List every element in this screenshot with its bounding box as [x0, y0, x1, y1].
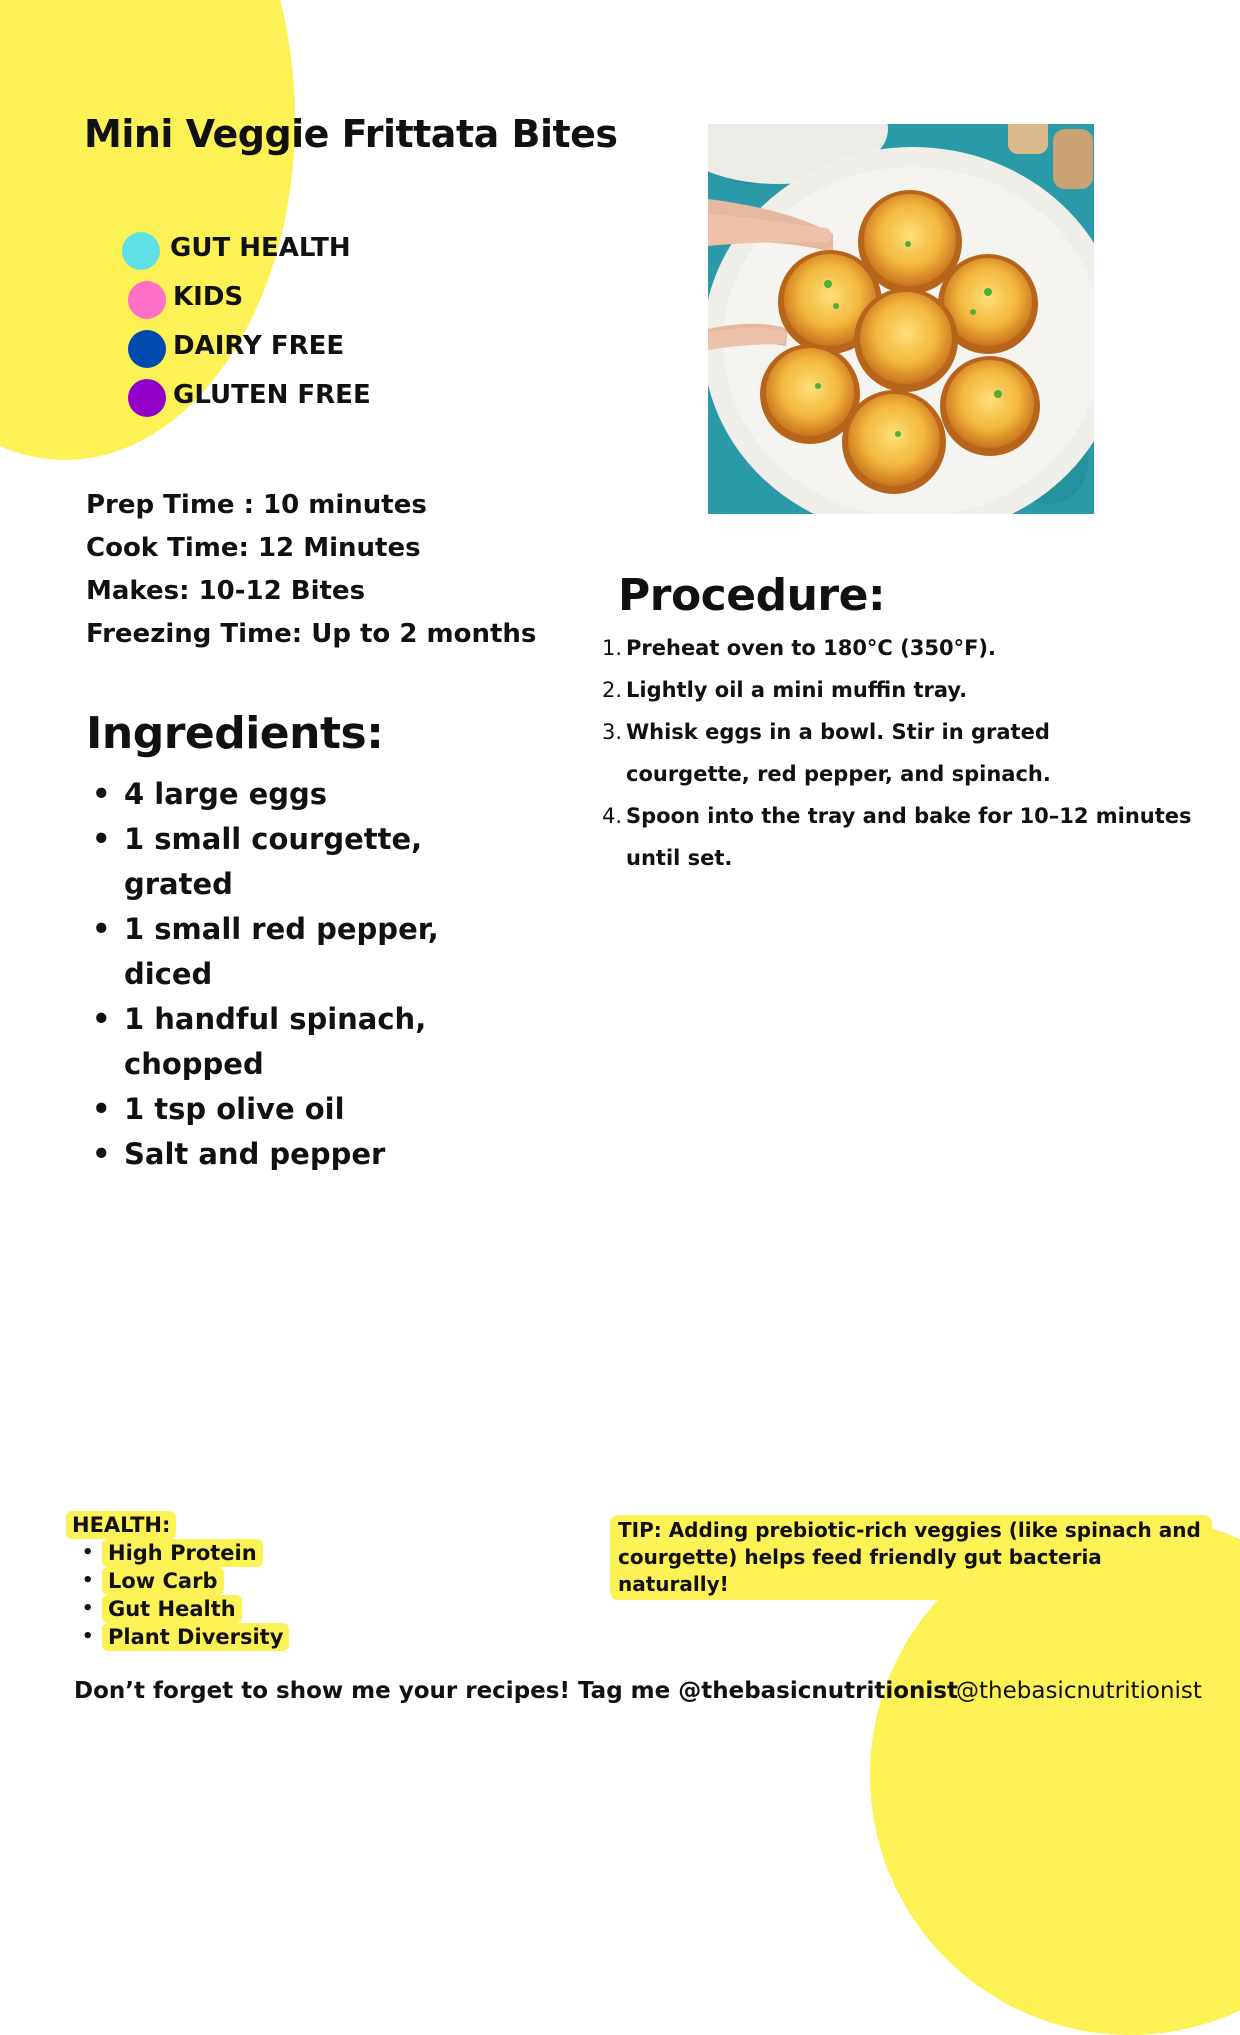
frittata-plate-image — [708, 124, 1094, 514]
ingredient-item: • 1 small red pepper, diced — [92, 912, 439, 991]
cyan-dot-icon — [122, 232, 160, 270]
frittata-bites-photo — [708, 124, 1094, 514]
tag-label: DAIRY FREE — [173, 331, 345, 361]
procedure-step: 2. Lightly oil a mini muffin tray. — [601, 678, 968, 702]
blue-dot-icon — [128, 330, 166, 368]
procedure-heading: Procedure: — [618, 570, 886, 621]
tip-box: TIP: Adding prebiotic-rich veggies (like spinach and courgette) helps feed friendly gut bacteria naturally! — [610, 1515, 1212, 1600]
footer-cta: Don’t forget to show me your recipes! Tag me @thebasicnutritionist — [74, 1678, 958, 1704]
procedure-list — [596, 627, 1192, 879]
tag-label: KIDS — [173, 282, 244, 312]
purple-dot-icon — [128, 379, 166, 417]
procedure-step: 1. Preheat oven to 180°C (350°F). — [601, 636, 997, 660]
cook-time: Cook Time: 12 Minutes — [86, 533, 421, 563]
ingredient-item: • 4 large eggs — [92, 777, 328, 811]
health-benefits — [66, 1511, 289, 1651]
ingredients-list — [86, 772, 506, 1177]
procedure-step: 3. Whisk eggs in a bowl. Stir in grated courgette, red pepper, and spinach. — [601, 720, 1051, 786]
ingredient-item: • 1 handful spinach, chopped — [92, 1002, 427, 1081]
health-list — [66, 1539, 289, 1651]
health-item: • Low Carb — [66, 1567, 289, 1595]
freezing-time: Freezing Time: Up to 2 months — [86, 619, 537, 649]
ingredient-item: • 1 tsp olive oil — [92, 1092, 345, 1126]
makes: Makes: 10-12 Bites — [86, 576, 366, 606]
tag-label: GLUTEN FREE — [173, 380, 371, 410]
footer-handle[interactable]: @thebasicnutritionist — [956, 1678, 1202, 1704]
procedure-step: 4. Spoon into the tray and bake for 10–12 minutes until set. — [601, 804, 1192, 870]
tag-label: GUT HEALTH — [170, 233, 351, 263]
pink-dot-icon — [128, 281, 166, 319]
health-item: • Gut Health — [66, 1595, 289, 1623]
health-item: • Plant Diversity — [66, 1623, 289, 1651]
recipe-times — [86, 484, 536, 656]
health-item: • High Protein — [66, 1539, 289, 1567]
health-heading: HEALTH: — [66, 1511, 176, 1539]
prep-time: Prep Time : 10 minutes — [86, 490, 427, 520]
recipe-title: Mini Veggie Frittata Bites — [84, 112, 618, 156]
ingredient-item: • Salt and pepper — [92, 1137, 386, 1171]
ingredients-heading: Ingredients: — [86, 708, 384, 759]
ingredient-item: • 1 small courgette, grated — [92, 822, 423, 901]
